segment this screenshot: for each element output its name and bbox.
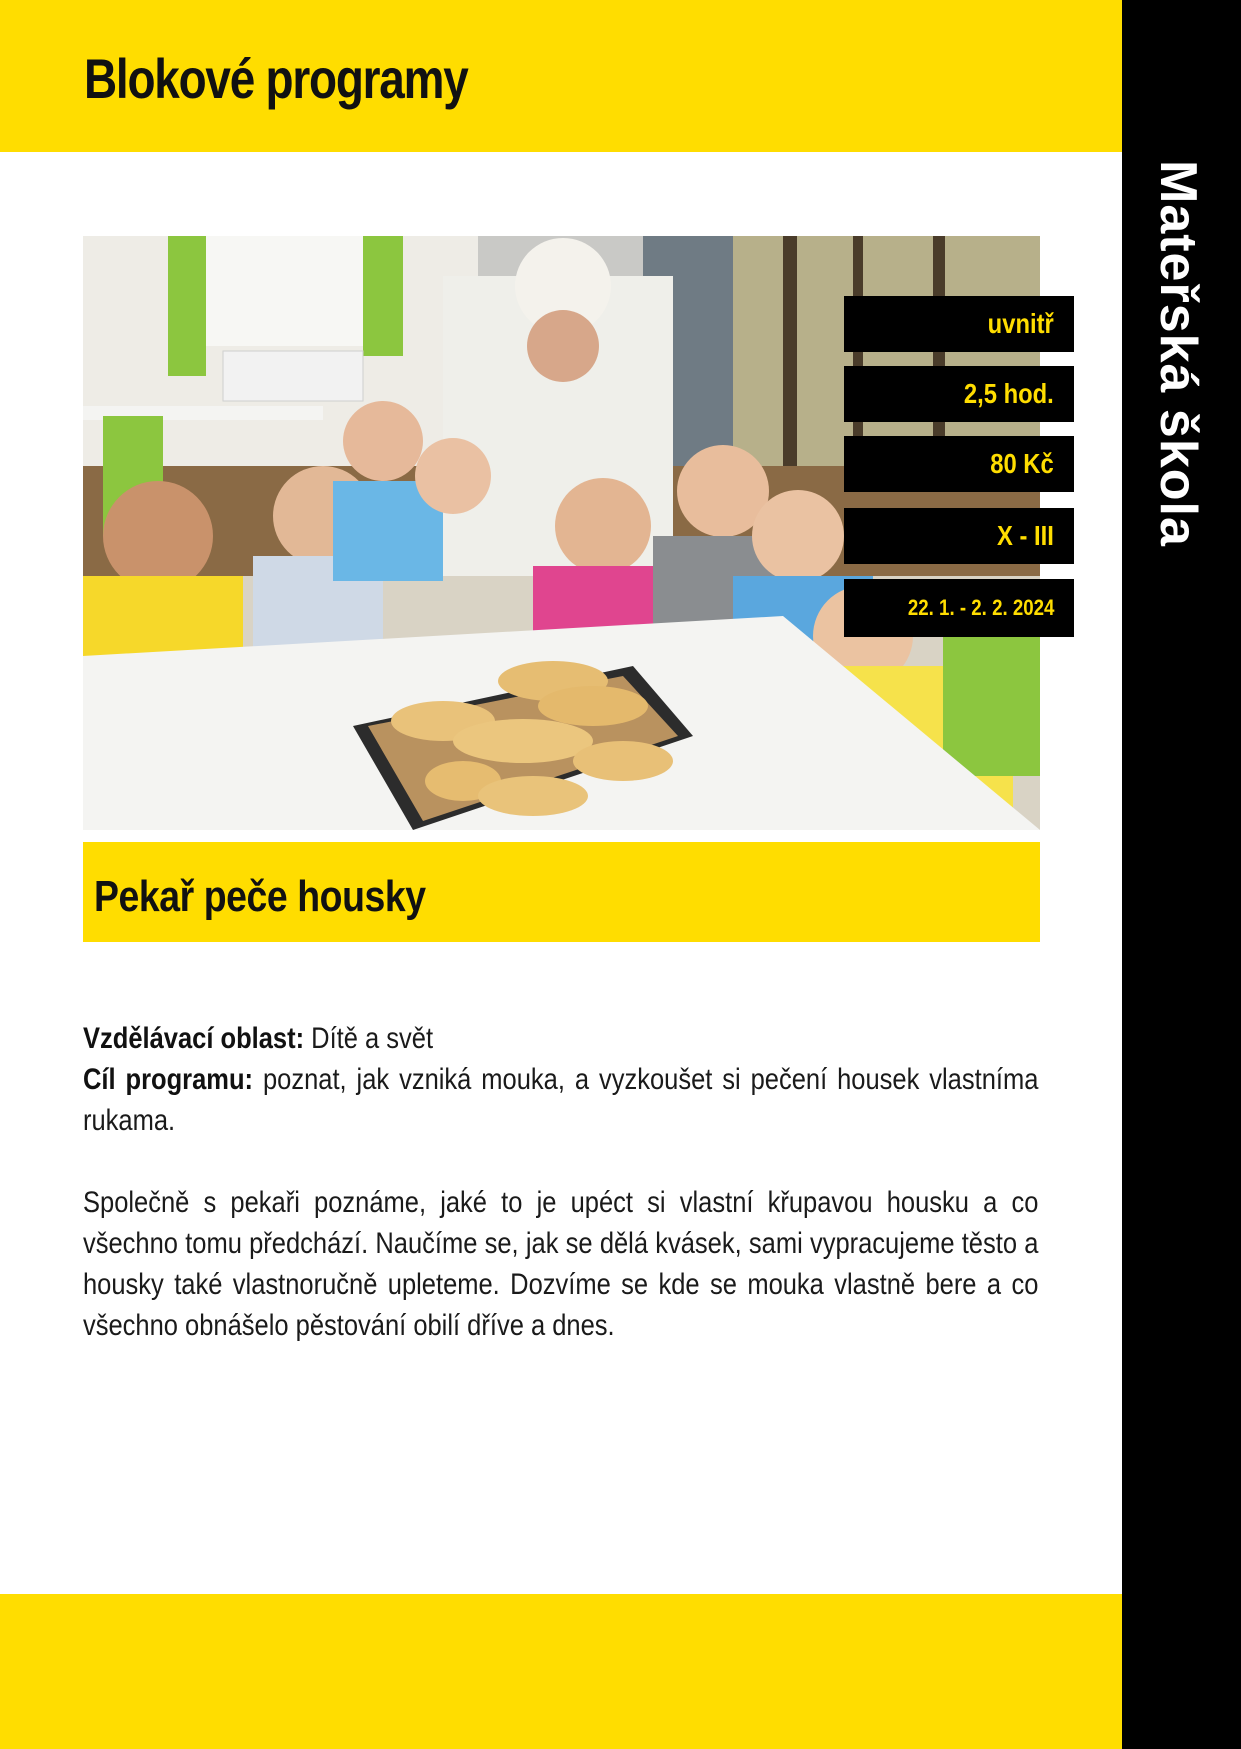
badge-dates: 22. 1. - 2. 2. 2024 xyxy=(844,579,1074,637)
badge-location: uvnitř xyxy=(844,296,1074,352)
area-value: Dítě a svět xyxy=(311,1022,434,1055)
badge-duration: 2,5 hod. xyxy=(844,366,1074,422)
goal-value: poznat, jak vzniká mouka, a vyzkoušet si pečení housek vlastníma rukama. xyxy=(83,1063,1039,1137)
program-text xyxy=(83,1018,1038,1346)
badge-months: X - III xyxy=(844,508,1074,564)
area-label: Vzdělávací oblast: xyxy=(83,1022,305,1055)
description: Společně s pekaři poznáme, jaké to je upéct si vlastní křupavou housku a co všechno tomu předchází. Naučíme se, jak se dělá kvásek, sami vypracujeme těsto a housky také vlastnoručně upleteme. Dozvíme se kde se mouka vlastně bere a co všechno obnášelo pěstování obilí dříve a dnes. xyxy=(83,1186,1039,1342)
footer-band xyxy=(0,1594,1122,1749)
side-label: Mateřská škola xyxy=(1149,160,1207,547)
program-title: Pekař peče housky xyxy=(94,872,426,921)
area-line xyxy=(83,1018,1038,1059)
goal-line xyxy=(83,1059,1038,1141)
goal-label: Cíl programu: xyxy=(83,1063,254,1096)
badge-price: 80 Kč xyxy=(844,436,1074,492)
program-title-box xyxy=(83,842,1040,942)
page-title: Blokové programy xyxy=(84,47,468,110)
